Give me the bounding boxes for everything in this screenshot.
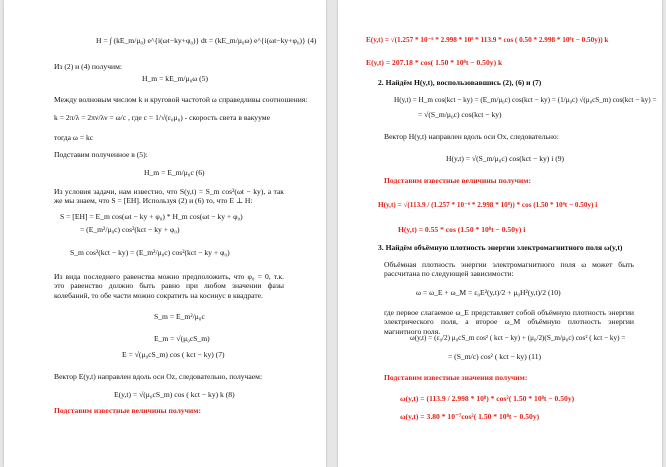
equation-s3: S_m cos²(kct − ky) = (E_m²/μ₀c) cos²(kct − ky + φ₀): [70, 248, 230, 257]
paragraph: Из условия задачи, нам известно, что S(y,t) = S_m cos²(ωt − ky), а так же мы знаем, что S = [EH]. Используя (2) и (6) то, что E ⊥ H:: [54, 187, 284, 206]
text-line: Вектор H(y,t) направлен вдоль оси Ox, следовательно:: [384, 132, 559, 141]
result-e: E(y,t) = 207.18 * cos( 1.50 * 10⁸t − 0.50y) k: [366, 58, 503, 67]
equation-sm: S_m = E_m²/μ₀c: [154, 312, 205, 321]
equation-8: E(y,t) = √(μ₀cS_m) cos ( kct − ky) k (8): [114, 390, 235, 399]
left-page: [4, 0, 326, 467]
paragraph: где первое слагаемое ω_E представляет собой объёмную плотность энергии электрического поля, а второе ω_M объёмную плотность энергии магнитного поля.: [384, 308, 634, 336]
section-label: Подставим известные величины получим:: [384, 176, 531, 185]
equation-k: k = 2π/λ = 2πν/λν = ω/c , где c = 1/√(ε₀μ₀) - скорость света в вакууме: [54, 113, 270, 122]
section-heading-3: 3. Найдём объёмную плотность энергии электромагнитного поля ω(y,t): [378, 243, 623, 252]
equation-6: H_m = E_m/μ₀c (6): [144, 168, 205, 177]
equation-em: E_m = √(μ₀cS_m): [154, 334, 210, 343]
section-label: Подставим известные величины получим:: [54, 406, 201, 415]
text-line: Между волновым числом k и круговой частотой ω справедливы соотношения:: [54, 95, 308, 104]
paragraph: Из вида последнего равенства можно предположить, что φ₀ = 0, т.к. это равенство должно быть равно при любом значении фазы колебаний, то обе части можно сократить на косинус в квадрате.: [54, 272, 284, 300]
result-h: H(y,t) = 0.55 * cos (1.50 * 10⁸t − 0.50y) i: [398, 225, 526, 234]
equation-omega: тогда ω = kc: [54, 133, 94, 142]
equation-10: ω = ω_E + ω_M = ε₀E²(y,t)/2 + μ₀H²(y,t)/2 (10): [416, 288, 561, 297]
equation-h1: H(y,t) = H_m cos(kct − ky) = (E_m/μ₀c) cos(kct − ky) = (1/μ₀c) √(μ₀cS_m) cos(kct − ky) =: [394, 96, 657, 104]
section-heading-2: 2. Найдём H(y,t), воспользовавшись (2), (6) и (7): [378, 78, 542, 87]
result-w-expanded: ω(y,t) = (113.9 / 2.998 * 10⁸) * cos²( 1.50 * 10⁸t − 0.50y): [400, 394, 575, 403]
section-label: Подставим известные значения получим:: [384, 373, 528, 382]
result-w: ω(y,t) = 3.80 * 10⁻⁷cos²( 1.50 * 10⁸t − 0.50y): [400, 412, 540, 421]
equation-11: = (S_m/c) cos² ( kct − ky) (11): [448, 352, 542, 361]
text-line: Из (2) и (4) получим:: [54, 62, 122, 71]
equation-s1: S = [EH] = E_m cos(ωt − ky + φ₀) * H_m cos(ωt − ky + φ₀): [60, 212, 243, 221]
equation-w1: ω(y,t) = (ε₀/2) μ₀cS_m cos² ( kct − ky) + (μ₀/2)(S_m/μ₀c) cos² ( kct − ky) =: [410, 334, 626, 342]
paragraph: Объёмная плотность энергии электромагнитного поля ω может быть рассчитана по следующей зависимости:: [384, 260, 634, 279]
result-e-expanded: E(y,t) = √(1.257 * 10⁻⁶ * 2.998 * 10⁸ * 113.9 * cos ( 0.50 * 2.998 * 10⁸t − 0.50y)) k: [366, 36, 609, 44]
equation-7: E = √(μ₀cS_m) cos ( kct − ky) (7): [122, 350, 225, 359]
equation-5: H_m = kE_m/μ₀ω (5): [142, 74, 208, 83]
equation-h2: = √(S_m/μ₀c) cos(kct − ky): [418, 110, 502, 119]
text-line: Подставим полученное в (5):: [54, 150, 148, 159]
equation-s2: = (E_m²/μ₀c) cos²(kct − ky + φ₀): [80, 225, 180, 234]
right-page: [338, 0, 662, 467]
equation-9: H(y,t) = √(S_m/μ₀c) cos(kct − ky) i (9): [446, 154, 565, 163]
text-line: Вектор E(y,t) направлен вдоль оси Oz, следовательно, получаем:: [54, 372, 263, 381]
result-h-expanded: H(y,t) = √(113.9 / (1.257 * 10⁻⁶ * 2.998 * 10⁸)) * cos (1.50 * 10⁸t − 0.50y) i: [378, 201, 598, 209]
equation-4: H = ∫ (kE_m/μ₀) e^{i(ωt−ky+φ₀)} dt = (kE_m/μ₀ω) e^{i(ωt−ky+φ₀)} (4): [96, 36, 317, 45]
